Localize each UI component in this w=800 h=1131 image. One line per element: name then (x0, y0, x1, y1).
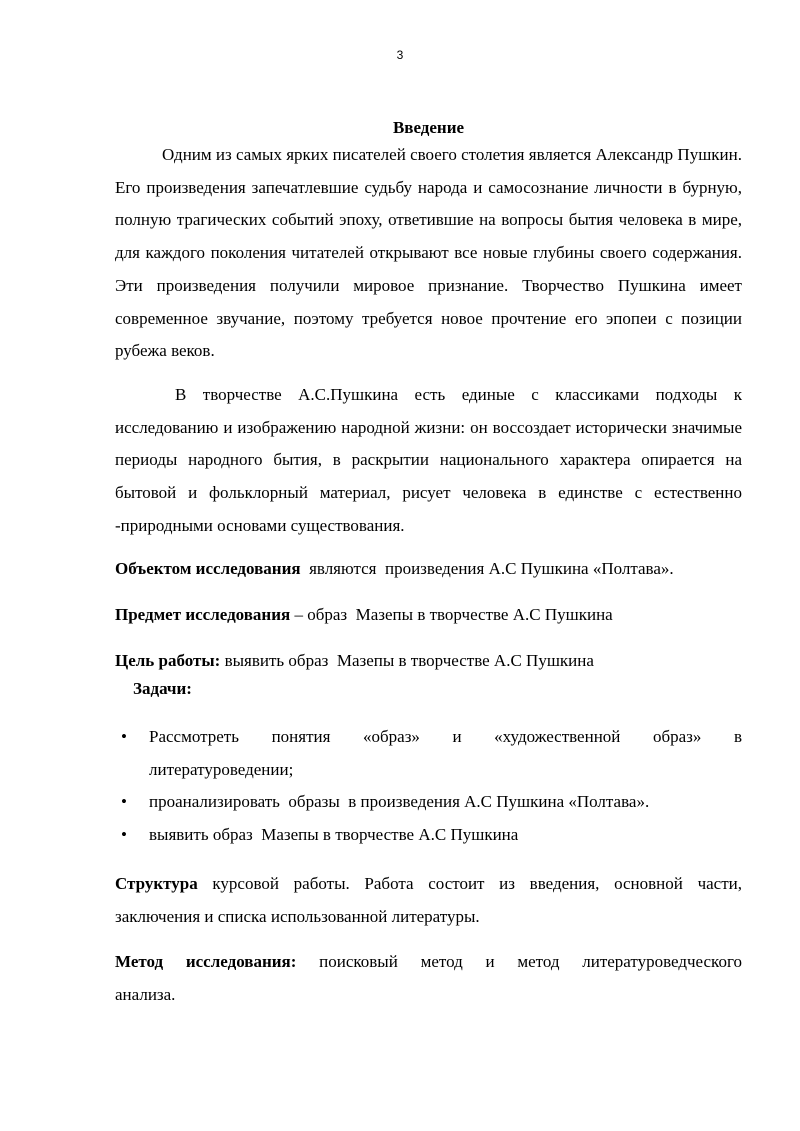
task-item-2-text: проанализировать образы в произведения А.С Пушкина «Полтава». (149, 792, 650, 812)
research-goal-text: выявить образ Мазепы в творчестве А.С Пушкина (220, 651, 594, 671)
research-subject-label: Предмет исследования (115, 605, 291, 625)
research-object-text: являются произведения А.С Пушкина «Полтава». (300, 559, 674, 579)
structure-text: курсовой работы. Работа состоит из введения, основной части, заключения и списка использованной литературы. (115, 874, 742, 927)
method-label: Метод исследования: (115, 951, 297, 971)
tasks-title: Задачи: (133, 679, 192, 699)
bullet-icon: • (121, 727, 127, 747)
research-subject-text: – образ Мазепы в творчестве А.С Пушкина (290, 605, 613, 625)
task-item-1-line2: литературоведении; (149, 759, 294, 779)
section-title: Введение (392, 118, 465, 137)
structure-label: Структура (115, 874, 198, 894)
research-object (115, 557, 742, 581)
research-goal (115, 649, 742, 673)
task-item-1 (115, 721, 742, 786)
page-content (115, 117, 742, 1011)
bullet-icon: • (121, 792, 127, 812)
method-text-line1: поисковый метод и метод литературоведческого (296, 951, 743, 971)
research-goal-label: Цель работы: (115, 651, 221, 671)
research-subject (115, 603, 742, 627)
task-item-3 (115, 819, 742, 852)
task-item-2 (115, 786, 742, 819)
tasks-list (115, 721, 742, 851)
research-object-label: Объектом исследования (115, 559, 301, 579)
bullet-icon: • (121, 824, 127, 844)
task-item-3-text: выявить образ Мазепы в творчестве А.С Пушкина (149, 824, 519, 844)
intro-paragraph-1: Одним из самых ярких писателей своего столетия является Александр Пушкин. Его произведения запечатлевшие судьбу народа и самосознание личности в бурную, полную трагических событий эпоху, ответившие на вопросы бытия человека в мире, для каждого поколения читателей открывают все новые глубины своего содержания. Эти произведения получили мировое признание. Творчество Пушкина имеет современное звучание, поэтому требуется новое прочтение его эпопеи с позиции рубежа веков. (115, 145, 742, 361)
page-number: 3 (396, 48, 404, 62)
structure-paragraph (115, 868, 742, 933)
method-text-line2: анализа. (115, 984, 176, 1004)
method-paragraph (115, 946, 742, 1011)
task-item-1-line1: Рассмотреть понятия «образ» и «художественной образ» в (149, 727, 742, 747)
intro-paragraph-2: В творчестве А.С.Пушкина есть единые с классиками подходы к исследованию и изображению народной жизни: он воссоздает исторически значимые периоды народного бытия, в раскрытии национального характера опирается на бытовой и фольклорный материал, рисует человека в единстве с естественно -природными основами существования. (115, 384, 742, 535)
